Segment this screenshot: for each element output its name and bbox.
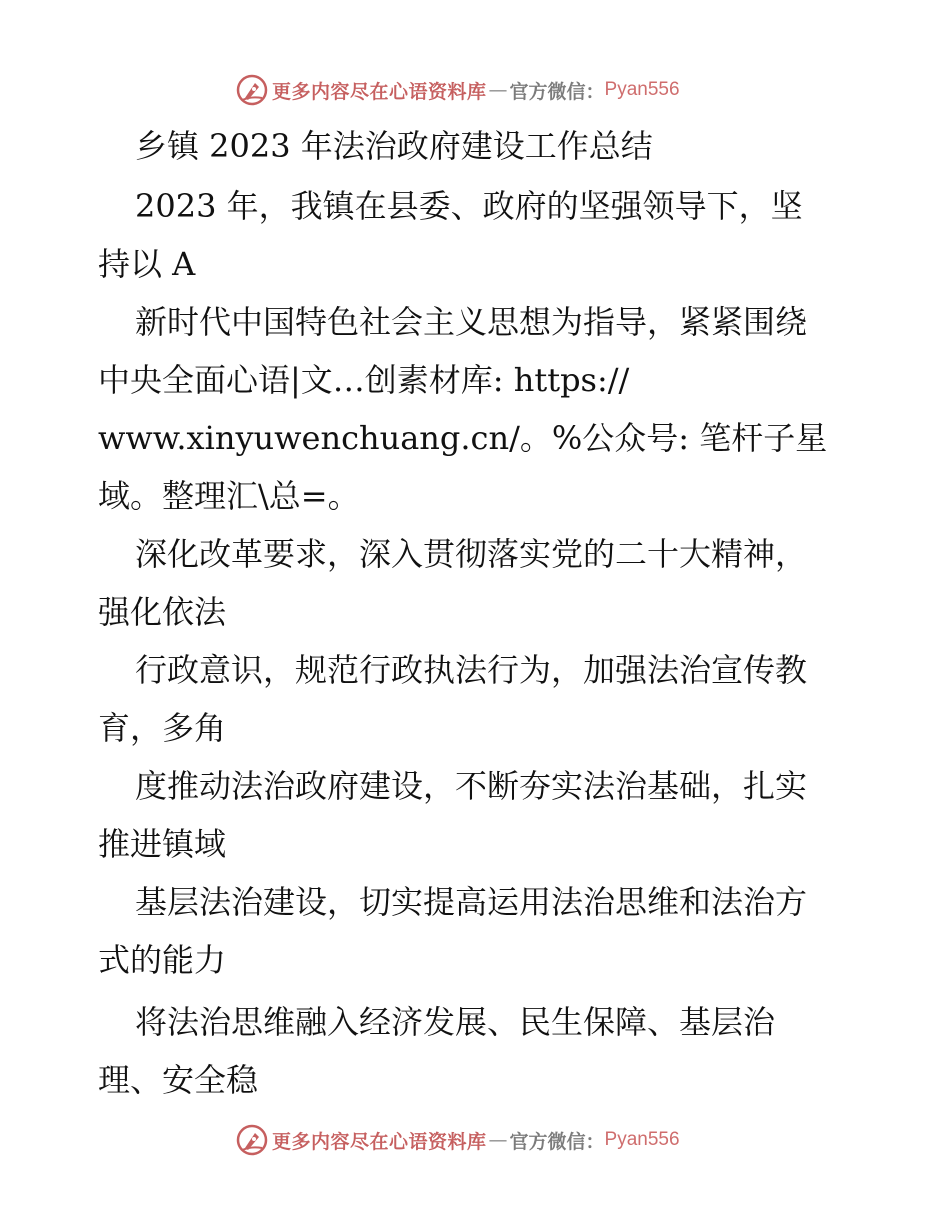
banner-wechat-label: 官方微信：	[509, 1130, 605, 1153]
text-line: 育，多角	[98, 709, 227, 747]
banner-wechat-id: Pyan556	[604, 1129, 680, 1150]
text-line: 新时代中国特色社会主义思想为指导，紧紧围绕	[135, 303, 808, 341]
text-line: 度推动法治政府建设，不断夯实法治基础，扎实	[135, 767, 808, 805]
header-banner	[236, 72, 756, 108]
text-line: www.xinyuwenchuang.cn/。%公众号: 笔杆子星	[98, 419, 828, 457]
pen-nib-logo-icon	[236, 1124, 268, 1156]
text-line: 将法治思维融入经济发展、民生保障、基层治	[135, 1003, 776, 1041]
text-line: 行政意识，规范行政执法行为，加强法治宣传教	[135, 651, 808, 689]
banner-dash: —	[488, 79, 508, 101]
text-line: 理、安全稳	[98, 1061, 259, 1099]
text-line: 持以 A	[98, 245, 196, 283]
text-line: 深化改革要求，深入贯彻落实党的二十大精神，	[135, 535, 808, 573]
text-line: 域。整理汇\总=。	[98, 477, 360, 515]
text-line: 式的能力	[98, 941, 227, 979]
banner-dash: —	[488, 1129, 508, 1151]
text-line: 基层法治建设，切实提高运用法治思维和法治方	[135, 883, 808, 921]
banner-main-text: 更多内容尽在心语资料库	[272, 80, 487, 103]
text-line: 推进镇域	[98, 825, 227, 863]
text-line: 2023 年，我镇在县委、政府的坚强领导下，坚	[135, 187, 803, 225]
banner-main-text: 更多内容尽在心语资料库	[272, 1130, 487, 1153]
banner-wechat-label: 官方微信：	[509, 80, 605, 103]
footer-banner	[236, 1122, 756, 1158]
pen-nib-logo-icon	[236, 74, 268, 106]
banner-wechat-id: Pyan556	[604, 79, 680, 100]
text-line: 中央全面心语|文…创素材库: https://	[98, 361, 630, 399]
document-title: 乡镇 2023 年法治政府建设工作总结	[135, 127, 653, 165]
text-line: 强化依法	[98, 593, 227, 631]
